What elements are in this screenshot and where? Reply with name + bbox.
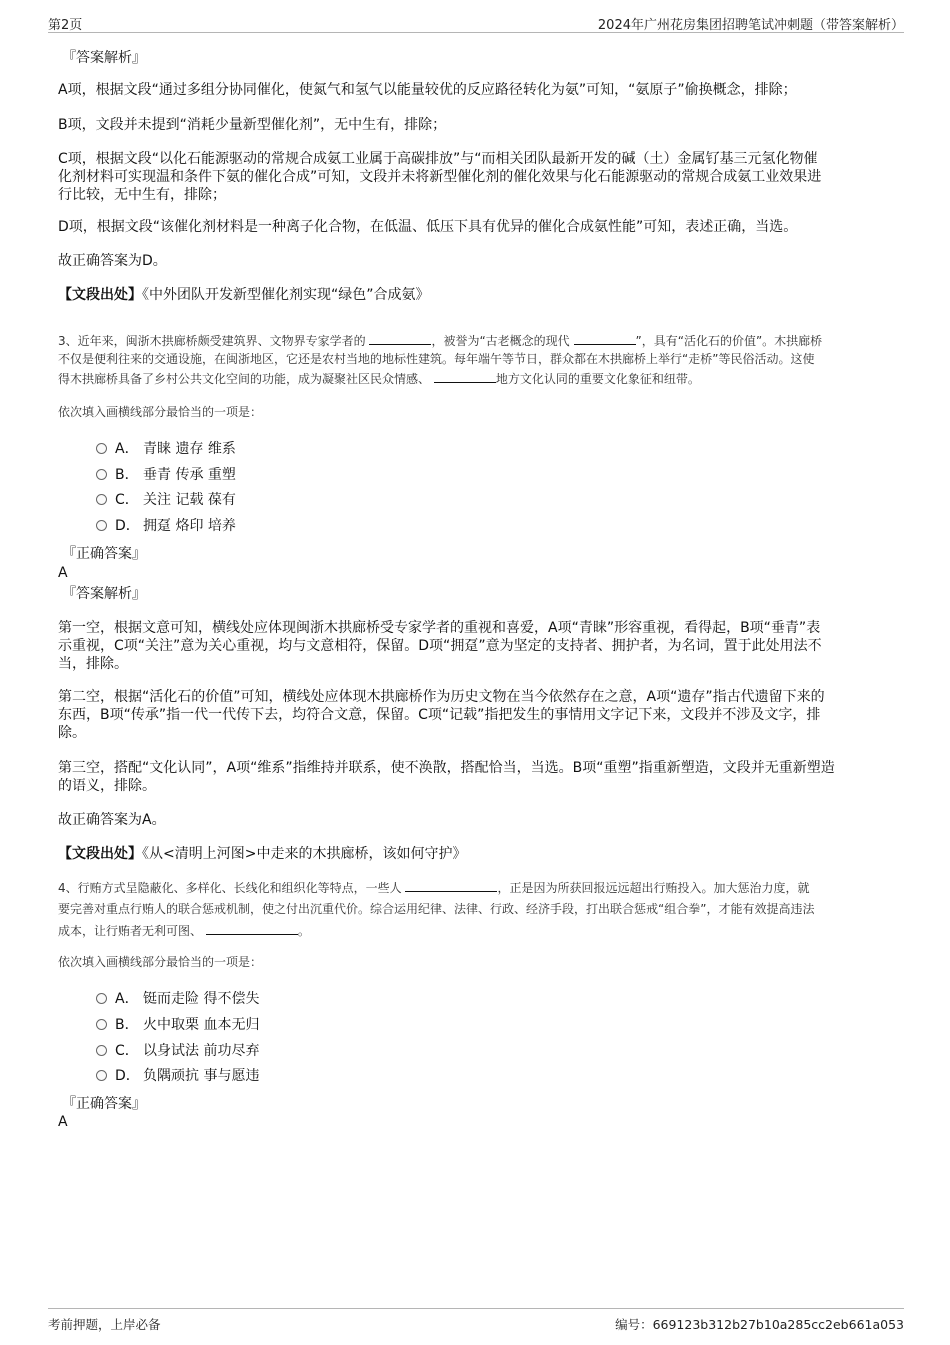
q2-analysis-title: 『答案解析』	[62, 50, 146, 66]
q2-analysis-c-line1: C项，根据文段“以化石能源驱动的常规合成氨工业属于高碳排放”与“而相关团队最新开发的碱（土）金属钌基三元氢化物催	[58, 151, 818, 167]
radio-icon[interactable]	[96, 993, 107, 1004]
q2-analysis-c-line3: 行比较，无中生有，排除；	[58, 187, 226, 203]
q2-analysis-a: A项，根据文段“通过多组分协同催化，使氮气和氢气以能量较优的反应路径转化为氨”可知，“氨原子”偷换概念，排除；	[58, 82, 797, 98]
q3-prompt: 依次填入画横线部分最恰当的一项是：	[58, 405, 263, 419]
radio-icon[interactable]	[96, 1019, 107, 1030]
page-header	[48, 10, 904, 33]
q2-conclusion: 故正确答案为D。	[58, 253, 167, 269]
q3-stem-line3: 得木拱廊桥具备了乡村公共文化空间的功能，成为凝聚社区民众情感、 地方文化认同的重要文化象征和纽带。	[58, 369, 898, 389]
q3-analysis-p1-line3: 当，排除。	[58, 656, 128, 672]
q3-option-c[interactable]: C． 关注 记载 葆有	[96, 491, 236, 509]
document-code: 编号：669123b312b27b10a285cc2eb661a053	[615, 1317, 904, 1332]
q4-stem-line3: 成本，让行贿者无利可图、 。	[58, 921, 898, 941]
q4-option-c[interactable]: C． 以身试法 前功尽弃	[96, 1042, 259, 1060]
radio-icon[interactable]	[96, 443, 107, 454]
q4-prompt: 依次填入画横线部分最恰当的一项是：	[58, 955, 263, 969]
q4-answer: A	[58, 1114, 68, 1130]
q3-option-d[interactable]: D． 拥趸 烙印 培养	[96, 517, 236, 535]
footer-slogan: 考前押题，上岸必备	[48, 1317, 161, 1332]
q3-blank-3	[434, 369, 496, 383]
q3-blank-1	[369, 331, 431, 345]
q4-option-a[interactable]: A． 铤而走险 得不偿失	[96, 990, 259, 1008]
q3-analysis-p1-line1: 第一空，根据文意可知，横线处应体现闽浙木拱廊桥受专家学者的重视和喜爱，A项“青睐”形容重视，看得起，B项“垂青”表	[58, 620, 821, 636]
q3-analysis-p3-line1: 第三空，搭配“文化认同”，A项“维系”指维持并联系，使不涣散，搭配恰当，当选。B项“重塑”指重新塑造，文段并无重新塑造	[58, 760, 835, 776]
q3-analysis-p2-line3: 除。	[58, 725, 86, 741]
q3-conclusion: 故正确答案为A。	[58, 812, 166, 828]
radio-icon[interactable]	[96, 1045, 107, 1056]
q3-blank-2	[574, 331, 636, 345]
q4-blank-2	[206, 921, 298, 935]
radio-icon[interactable]	[96, 1070, 107, 1081]
q3-analysis-p2-line2: 东西，B项“传承”指一代一代传下去，均符合文意，保留。C项“记载”指把发生的事情用文字记下来，文段并不涉及文字，排	[58, 707, 821, 723]
q3-source-label: 【文段出处】	[58, 846, 142, 862]
q2-source-label: 【文段出处】	[58, 287, 142, 303]
q3-option-b[interactable]: B． 垂青 传承 重塑	[96, 466, 236, 484]
radio-icon[interactable]	[96, 520, 107, 531]
radio-icon[interactable]	[96, 469, 107, 480]
q4-answer-title: 『正确答案』	[62, 1096, 146, 1112]
page-footer	[48, 1308, 904, 1337]
document-title: 2024年广州花房集团招聘笔试冲刺题（带答案解析）	[597, 18, 904, 33]
q4-blank-1	[405, 878, 497, 892]
q2-source	[58, 286, 894, 304]
page-number: 第2页	[48, 18, 83, 33]
q4-option-d[interactable]: D． 负隅顽抗 事与愿违	[96, 1067, 259, 1085]
q3-option-a[interactable]: A． 青睐 遗存 维系	[96, 440, 236, 458]
q3-stem-line2: 不仅是便利往来的交通设施，在闽浙地区，它还是农村当地的地标性建筑。每年端午等节日，群众都在木拱廊桥上举行“走桥”等民俗活动。这使	[58, 352, 815, 366]
q3-source	[58, 845, 894, 863]
q3-analysis-title: 『答案解析』	[62, 586, 146, 602]
q3-analysis-p2-line1: 第二空，根据“活化石的价值”可知，横线处应体现木拱廊桥作为历史文物在当今依然存在之意，A项“遗存”指古代遗留下来的	[58, 689, 825, 705]
radio-icon[interactable]	[96, 494, 107, 505]
q3-analysis-p3-line2: 的语义，排除。	[58, 778, 156, 794]
q3-analysis-p1-line2: 示重视，C项“关注”意为关心重视，均与文意相符，保留。D项“拥趸”意为坚定的支持者、拥护者，为名词，置于此处用法不	[58, 638, 822, 654]
q3-answer-title: 『正确答案』	[62, 546, 146, 562]
q3-stem-line1: 3、近年来，闽浙木拱廊桥颇受建筑界、文物界专家学者的 ，被誉为“古老概念的现代 ”，具有“活化石的价值”。木拱廊桥	[58, 331, 898, 351]
q4-stem-line2: 要完善对重点行贿人的联合惩戒机制，使之付出沉重代价。综合运用纪律、法律、行政、经济手段，打出联合惩戒“组合拳”，才能有效提高违法	[58, 902, 815, 916]
q2-source-title: 《中外团队开发新型催化剂实现“绿色”合成氨》	[142, 287, 430, 303]
q2-analysis-c-line2: 化剂材料可实现温和条件下氨的催化合成”可知，文段并未将新型催化剂的催化效果与化石能源驱动的常规合成氨工业效果进	[58, 169, 822, 185]
q3-answer: A	[58, 565, 68, 581]
q4-option-b[interactable]: B． 火中取栗 血本无归	[96, 1016, 259, 1034]
q2-analysis-b: B项，文段并未提到“消耗少量新型催化剂”，无中生有，排除；	[58, 117, 447, 133]
q4-stem-line1: 4、行贿方式呈隐蔽化、多样化、长线化和组织化等特点，一些人 ，正是因为所获回报远远超出行贿投入。加大惩治力度，就	[58, 878, 898, 898]
q2-analysis-d: D项，根据文段“该催化剂材料是一种离子化合物，在低温、低压下具有优异的催化合成氨性能”可知，表述正确，当选。	[58, 219, 798, 235]
q3-source-title: 《从<清明上河图>中走来的木拱廊桥，该如何守护》	[142, 846, 467, 862]
